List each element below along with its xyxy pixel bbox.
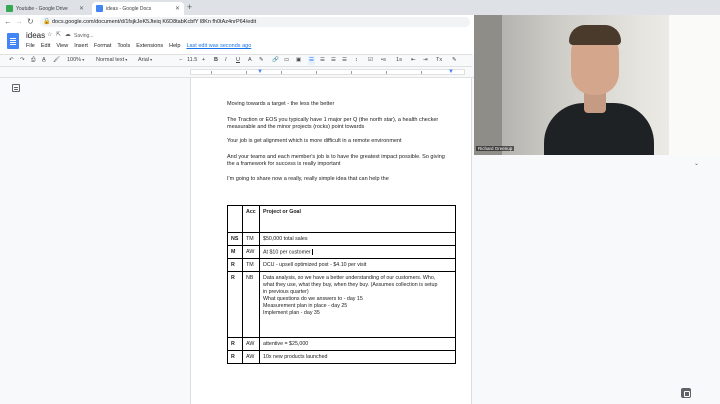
menu-tools[interactable]: Tools	[117, 43, 131, 49]
table-cell-acc[interactable]: AW	[243, 246, 260, 259]
ruler-tick	[246, 71, 247, 74]
video-call-overlay[interactable]	[474, 15, 720, 155]
decrease-font-size-icon[interactable]: −	[179, 57, 183, 63]
tab-youtube-drive[interactable]	[2, 2, 88, 15]
bulleted-list-icon[interactable]: •≡	[381, 57, 387, 63]
ruler-tick	[316, 71, 317, 74]
paragraph-line: measurable and the minor projects (rocks) point towards	[227, 124, 365, 131]
ruler-tick	[281, 71, 282, 74]
redo-icon[interactable]: ↷	[20, 57, 25, 63]
table-header-cell[interactable]: Acc	[243, 206, 260, 233]
table-row	[228, 272, 456, 338]
style-select[interactable]: Normal text ▾	[96, 57, 127, 63]
table-cell-acc[interactable]: AW	[243, 351, 260, 364]
menu-format[interactable]: Format	[93, 43, 112, 49]
forward-arrow-icon[interactable]: →	[15, 17, 23, 26]
ruler-tick	[421, 71, 422, 74]
reload-icon[interactable]: ↻	[27, 17, 34, 26]
menu-view[interactable]: View	[56, 43, 69, 49]
menu-file[interactable]: File	[26, 43, 35, 49]
paragraph-line: And your teams and each member's job is to have the greatest impact possible. So giving	[227, 154, 445, 160]
justify-icon[interactable]: ☰	[342, 57, 347, 63]
print-icon[interactable]: ⎙	[31, 57, 36, 63]
table-cell-type[interactable]: R	[228, 272, 243, 338]
document-page[interactable]	[190, 78, 472, 404]
table-row	[228, 246, 456, 259]
paragraph-line: the a framework for success is really important	[227, 161, 341, 168]
paragraph[interactable]	[227, 154, 445, 169]
undo-icon[interactable]: ↶	[9, 57, 14, 63]
table-cell-goal[interactable]	[260, 246, 456, 259]
last-edit-link[interactable]: Last edit was seconds ago	[186, 43, 252, 49]
line-spacing-icon[interactable]: ↕	[355, 57, 358, 63]
right-indent-marker-icon[interactable]: ▼	[448, 69, 454, 75]
document-outline-icon[interactable]	[12, 84, 20, 92]
cell-line: Measurement plan in place - day 25	[263, 303, 348, 310]
ruler-tick	[386, 71, 387, 74]
close-tab-icon[interactable]: ✕	[174, 6, 180, 12]
chevron-down-icon[interactable]: ⌄	[694, 161, 700, 167]
insert-link-icon[interactable]: 🔗	[272, 57, 279, 63]
italic-icon[interactable]: I	[225, 57, 227, 63]
bold-icon[interactable]: B	[214, 57, 218, 63]
left-indent-marker-icon[interactable]: ▼	[257, 69, 263, 75]
align-center-icon[interactable]: ☰	[320, 57, 325, 63]
goals-table[interactable]	[227, 205, 456, 364]
align-left-icon[interactable]: ☰	[309, 57, 314, 63]
decrease-indent-icon[interactable]: ⇤	[411, 57, 416, 63]
paragraph[interactable]: Your job is get alignment which is more difficult in a remote environment	[227, 138, 402, 144]
close-tab-icon[interactable]: ✕	[78, 6, 84, 12]
table-header-cell[interactable]	[228, 206, 243, 233]
ruler-tick	[211, 71, 212, 74]
explore-button[interactable]	[681, 388, 691, 398]
cell-line: Implement plan - day 35	[263, 310, 320, 317]
table-cell-acc[interactable]: TM	[243, 233, 260, 246]
docs-logo-icon[interactable]	[7, 33, 19, 49]
table-cell-type[interactable]: R	[228, 259, 243, 272]
menu-extensions[interactable]: Extensions	[136, 43, 164, 49]
font-select[interactable]: Arial ▾	[138, 57, 152, 63]
docs-favicon-icon	[96, 5, 103, 12]
participant-hair	[569, 25, 621, 45]
ruler-scale	[190, 69, 465, 75]
paragraph[interactable]: Moving towards a target - the less the better	[227, 101, 335, 107]
table-cell-type[interactable]: R	[228, 338, 243, 351]
table-cell-acc[interactable]: TM	[243, 259, 260, 272]
table-cell-type[interactable]: M	[228, 246, 243, 259]
menu-bar	[26, 43, 251, 49]
table-row	[228, 351, 456, 364]
table-header-row	[228, 206, 456, 233]
format-toolbar	[0, 54, 472, 67]
menu-insert[interactable]: Insert	[74, 43, 88, 49]
numbered-list-icon[interactable]: 1≡	[396, 57, 403, 63]
insert-image-icon[interactable]: ▣	[296, 57, 302, 63]
table-row	[228, 338, 456, 351]
menu-help[interactable]: Help	[169, 43, 181, 49]
highlight-icon[interactable]: ✎	[259, 57, 264, 63]
video-window-light	[669, 15, 720, 155]
url-text: docs.google.com/document/d/1fsjkJeK5Jteiq K6D8tabKcbfY l8Kn fh0tAz4nrP64/edit	[52, 19, 257, 25]
table-cell-goal[interactable]: attentive = $25,000	[260, 338, 456, 351]
tab-label: ideas - Google Docs	[106, 5, 152, 12]
ruler	[0, 67, 472, 77]
underline-icon[interactable]: U	[236, 57, 240, 63]
align-right-icon[interactable]: ☰	[331, 57, 336, 63]
cell-line: Data analysis, so we have a better understanding of our customers. Who,	[263, 275, 436, 282]
text-cursor	[312, 249, 313, 255]
ruler-tick	[351, 71, 352, 74]
menu-edit[interactable]: Edit	[40, 43, 51, 49]
table-cell-goal[interactable]: DCU - upsell optimized post - $4.10 per visit	[260, 259, 456, 272]
text-color-icon[interactable]: A	[248, 57, 252, 63]
table-header-cell[interactable]: Project or Goal	[260, 206, 456, 233]
paragraph-line: The Traction or EOS you typically have 1 major per Q (the north star), a health checker	[227, 117, 439, 123]
table-row	[228, 259, 456, 272]
cell-line: in previous quarter)	[263, 289, 309, 296]
back-arrow-icon[interactable]: ←	[4, 17, 12, 26]
video-shelf-shadow	[474, 15, 502, 155]
checklist-icon[interactable]: ☑	[368, 57, 373, 63]
increase-font-size-icon[interactable]: +	[202, 57, 206, 63]
star-move-cloud-icons[interactable]: ☆ ⇱ ☁	[47, 32, 72, 38]
lock-icon: 🔒	[43, 19, 51, 25]
document-title[interactable]: ideas	[26, 31, 46, 40]
add-comment-icon[interactable]: ▭	[284, 57, 290, 63]
font-size-input[interactable]: 11.5	[187, 57, 198, 63]
paragraph[interactable]: I'm going to share now a really, really simple idea that can help the	[227, 176, 389, 182]
cell-line: What questions do we answers to - day 15	[263, 296, 363, 303]
right-side-panel	[472, 155, 720, 404]
table-cell-acc[interactable]: AW	[243, 338, 260, 351]
table-cell-type[interactable]: NS	[228, 233, 243, 246]
address-bar[interactable]	[40, 17, 470, 27]
cell-text: At $10 per customer	[263, 249, 311, 256]
spellcheck-icon[interactable]: A̲	[42, 57, 46, 63]
table-cell-type[interactable]: R	[228, 351, 243, 364]
zoom-select[interactable]: 100% ▾	[67, 57, 84, 63]
table-cell-acc[interactable]: NB	[243, 272, 260, 338]
clear-formatting-icon[interactable]: Tx	[436, 57, 443, 63]
browser-tab-strip	[0, 0, 720, 15]
participant-name: Richard Greenup	[478, 146, 513, 151]
save-status: Saving...	[74, 33, 94, 39]
tab-label: Youtube - Google Drive	[16, 5, 68, 12]
paint-format-icon[interactable]: 🖌	[53, 57, 60, 63]
table-cell-goal[interactable]	[260, 272, 456, 338]
cell-line: what they use, what they buy, when they buy. (Assumes collection is setup	[263, 282, 438, 289]
new-tab-button[interactable]: +	[187, 2, 193, 12]
editing-mode-icon[interactable]: ✎	[452, 57, 457, 63]
table-cell-goal[interactable]: 10x new products launched	[260, 351, 456, 364]
table-cell-goal[interactable]: $50,000 total sales	[260, 233, 456, 246]
increase-indent-icon[interactable]: ⇥	[423, 57, 428, 63]
drive-favicon-icon	[6, 5, 13, 12]
tab-ideas-docs[interactable]	[92, 2, 184, 15]
table-row	[228, 233, 456, 246]
paragraph[interactable]	[227, 117, 438, 132]
